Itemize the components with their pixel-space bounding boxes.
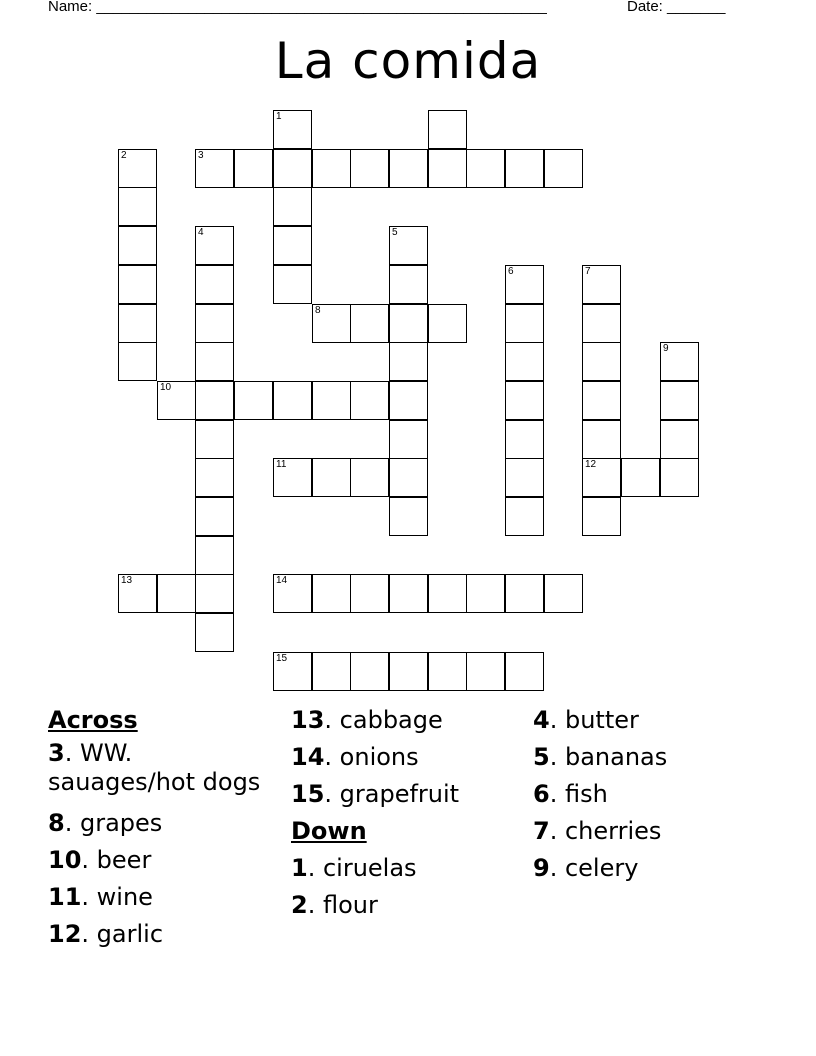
crossword-cell[interactable]: [312, 149, 351, 188]
clue-column-3: [533, 702, 793, 887]
clue-across-14: 14. onions: [291, 743, 419, 771]
crossword-cell[interactable]: [389, 304, 428, 343]
clue-number: 10: [48, 846, 82, 874]
crossword-cell[interactable]: [505, 149, 544, 188]
crossword-cell[interactable]: [505, 458, 544, 497]
crossword-cell[interactable]: [660, 381, 699, 420]
cell-number: 9: [663, 343, 669, 354]
crossword-cell[interactable]: [195, 342, 234, 381]
crossword-cell[interactable]: [195, 458, 234, 497]
page-title: La comida: [274, 32, 542, 90]
crossword-cell[interactable]: [312, 458, 351, 497]
cell-number: 10: [160, 382, 172, 393]
clue-text: grapes: [72, 809, 163, 837]
clue-text: cherries: [557, 817, 662, 845]
crossword-cell[interactable]: [118, 226, 157, 265]
crossword-cell[interactable]: [312, 381, 351, 420]
clue-number: 13: [291, 706, 325, 734]
clue-number: 2: [291, 891, 308, 919]
crossword-cell[interactable]: [389, 265, 428, 304]
clue-number: 4: [533, 706, 550, 734]
crossword-cell[interactable]: [389, 342, 428, 381]
crossword-cell[interactable]: [505, 420, 544, 459]
crossword-cell[interactable]: [428, 652, 467, 691]
down-heading: Down: [291, 817, 367, 845]
crossword-cell[interactable]: [660, 458, 699, 497]
crossword-cell[interactable]: [273, 265, 312, 304]
crossword-cell[interactable]: [312, 304, 351, 343]
clue-number: 8: [48, 809, 65, 837]
crossword-cell[interactable]: [195, 149, 234, 188]
crossword-cell[interactable]: [505, 342, 544, 381]
crossword-cell[interactable]: [621, 458, 660, 497]
crossword-cell[interactable]: [118, 187, 157, 226]
crossword-cell[interactable]: [118, 342, 157, 381]
crossword-cell[interactable]: [505, 497, 544, 536]
across-heading: Across: [48, 706, 138, 734]
crossword-cell[interactable]: [389, 574, 428, 613]
clue-down-7: 7. cherries: [533, 817, 662, 845]
crossword-cell[interactable]: [118, 304, 157, 343]
clue-number: 11: [48, 883, 82, 911]
clue-across-15: 15. grapefruit: [291, 780, 460, 808]
crossword-cell[interactable]: [389, 381, 428, 420]
crossword-cell[interactable]: [312, 652, 351, 691]
clue-text: grapefruit: [332, 780, 460, 808]
crossword-cell[interactable]: [157, 574, 196, 613]
crossword-cell[interactable]: [505, 381, 544, 420]
crossword-cell[interactable]: [312, 574, 351, 613]
crossword-cell[interactable]: [195, 420, 234, 459]
clue-number: 6: [533, 780, 550, 808]
crossword-cell[interactable]: [273, 652, 312, 691]
clue-number: 3: [48, 739, 65, 767]
clue-across-12: 12. garlic: [48, 920, 164, 948]
clue-text: wine: [89, 883, 153, 911]
crossword-cell[interactable]: [234, 149, 273, 188]
crossword-cell[interactable]: [544, 149, 583, 188]
crossword-cell[interactable]: [273, 110, 312, 149]
clue-text: ciruelas: [315, 854, 417, 882]
crossword-cell[interactable]: [350, 381, 389, 420]
crossword-cell[interactable]: [350, 574, 389, 613]
crossword-cell[interactable]: [505, 574, 544, 613]
clue-down-4: 4. butter: [533, 706, 639, 734]
clue-column-2: [291, 702, 531, 924]
clue-down-9: 9. celery: [533, 854, 639, 882]
clue-number: 5: [533, 743, 550, 771]
crossword-cell[interactable]: [350, 458, 389, 497]
crossword-cell[interactable]: [234, 381, 273, 420]
clue-number: 1: [291, 854, 308, 882]
cell-number: 11: [276, 459, 287, 470]
crossword-cell[interactable]: [350, 149, 389, 188]
crossword-cell[interactable]: [582, 497, 621, 536]
clue-number: 14: [291, 743, 325, 771]
clue-text: flour: [315, 891, 378, 919]
clue-text: fish: [557, 780, 608, 808]
crossword-cell[interactable]: [466, 574, 505, 613]
clue-down-2: 2. flour: [291, 891, 378, 919]
crossword-cell[interactable]: [195, 536, 234, 575]
crossword-cell[interactable]: [660, 342, 699, 381]
clue-down-5: 5. bananas: [533, 743, 668, 771]
clue-across-10: 10. beer: [48, 846, 152, 874]
crossword-cell[interactable]: [118, 574, 157, 613]
cell-number: 14: [276, 575, 288, 586]
crossword-cell[interactable]: [544, 574, 583, 613]
crossword-cell[interactable]: [195, 613, 234, 652]
crossword-cell[interactable]: [582, 381, 621, 420]
clue-text: cabbage: [332, 706, 443, 734]
clue-text: bananas: [557, 743, 668, 771]
crossword-cell[interactable]: [505, 265, 544, 304]
clue-across-11: 11. wine: [48, 883, 153, 911]
clue-number: 15: [291, 780, 325, 808]
name-field-label: Name: ______________________________________________________: [48, 0, 547, 15]
crossword-cell[interactable]: [350, 652, 389, 691]
crossword-cell[interactable]: [157, 381, 196, 420]
clue-number: 12: [48, 920, 82, 948]
clue-number: 7: [533, 817, 550, 845]
crossword-cell[interactable]: [195, 381, 234, 420]
clue-text: butter: [557, 706, 639, 734]
crossword-cell[interactable]: [582, 420, 621, 459]
crossword-cell[interactable]: [505, 652, 544, 691]
crossword-cell[interactable]: [389, 226, 428, 265]
crossword-cell[interactable]: [273, 149, 312, 188]
crossword-cell[interactable]: [466, 149, 505, 188]
clue-across-8: 8. grapes: [48, 809, 163, 837]
clue-column-1: [48, 702, 286, 953]
crossword-cell[interactable]: [428, 149, 467, 188]
crossword-cell[interactable]: [273, 458, 312, 497]
crossword-cell[interactable]: [195, 304, 234, 343]
crossword-cell[interactable]: [389, 458, 428, 497]
cell-number: 3: [198, 150, 204, 161]
clue-text: onions: [332, 743, 419, 771]
cell-number: 7: [585, 266, 591, 277]
cell-number: 15: [276, 653, 288, 664]
cell-number: 8: [315, 305, 321, 316]
cell-number: 5: [392, 227, 398, 238]
cell-number: 1: [276, 111, 282, 122]
cell-number: 4: [198, 227, 204, 238]
crossword-cell[interactable]: [582, 265, 621, 304]
crossword-cell[interactable]: [505, 304, 544, 343]
crossword-cell[interactable]: [273, 187, 312, 226]
cell-number: 13: [121, 575, 133, 586]
crossword-cell[interactable]: [389, 420, 428, 459]
crossword-cell[interactable]: [195, 497, 234, 536]
clue-down-1: 1. ciruelas: [291, 854, 417, 882]
crossword-cell[interactable]: [582, 304, 621, 343]
crossword-cell[interactable]: [582, 342, 621, 381]
crossword-cell[interactable]: [660, 420, 699, 459]
clue-number: 9: [533, 854, 550, 882]
cell-number: 6: [508, 266, 514, 277]
crossword-cell[interactable]: [195, 265, 234, 304]
clue-text: WW. sauages/hot dogs: [48, 739, 261, 796]
crossword-cell[interactable]: [118, 149, 157, 188]
clue-text: beer: [89, 846, 152, 874]
crossword-cell[interactable]: [466, 652, 505, 691]
crossword-cell[interactable]: [428, 304, 467, 343]
date-field-label: Date: _______: [627, 0, 726, 15]
clue-text: celery: [557, 854, 639, 882]
crossword-cell[interactable]: [350, 304, 389, 343]
clue-across-13: 13. cabbage: [291, 706, 443, 734]
clue-down-6: 6. fish: [533, 780, 608, 808]
crossword-cell[interactable]: [273, 381, 312, 420]
crossword-cell[interactable]: [582, 458, 621, 497]
crossword-cell[interactable]: [389, 149, 428, 188]
crossword-cell[interactable]: [389, 652, 428, 691]
crossword-cell[interactable]: [428, 110, 467, 149]
clue-text: garlic: [89, 920, 164, 948]
crossword-cell[interactable]: [389, 497, 428, 536]
cell-number: 12: [585, 459, 597, 470]
crossword-cell[interactable]: [273, 574, 312, 613]
crossword-cell[interactable]: [118, 265, 157, 304]
crossword-cell[interactable]: [273, 226, 312, 265]
crossword-cell[interactable]: [428, 574, 467, 613]
crossword-cell[interactable]: [195, 226, 234, 265]
cell-number: 2: [121, 150, 127, 161]
crossword-cell[interactable]: [195, 574, 234, 613]
clue-across-3: 3. WW. sauages/hot dogs: [48, 739, 261, 796]
